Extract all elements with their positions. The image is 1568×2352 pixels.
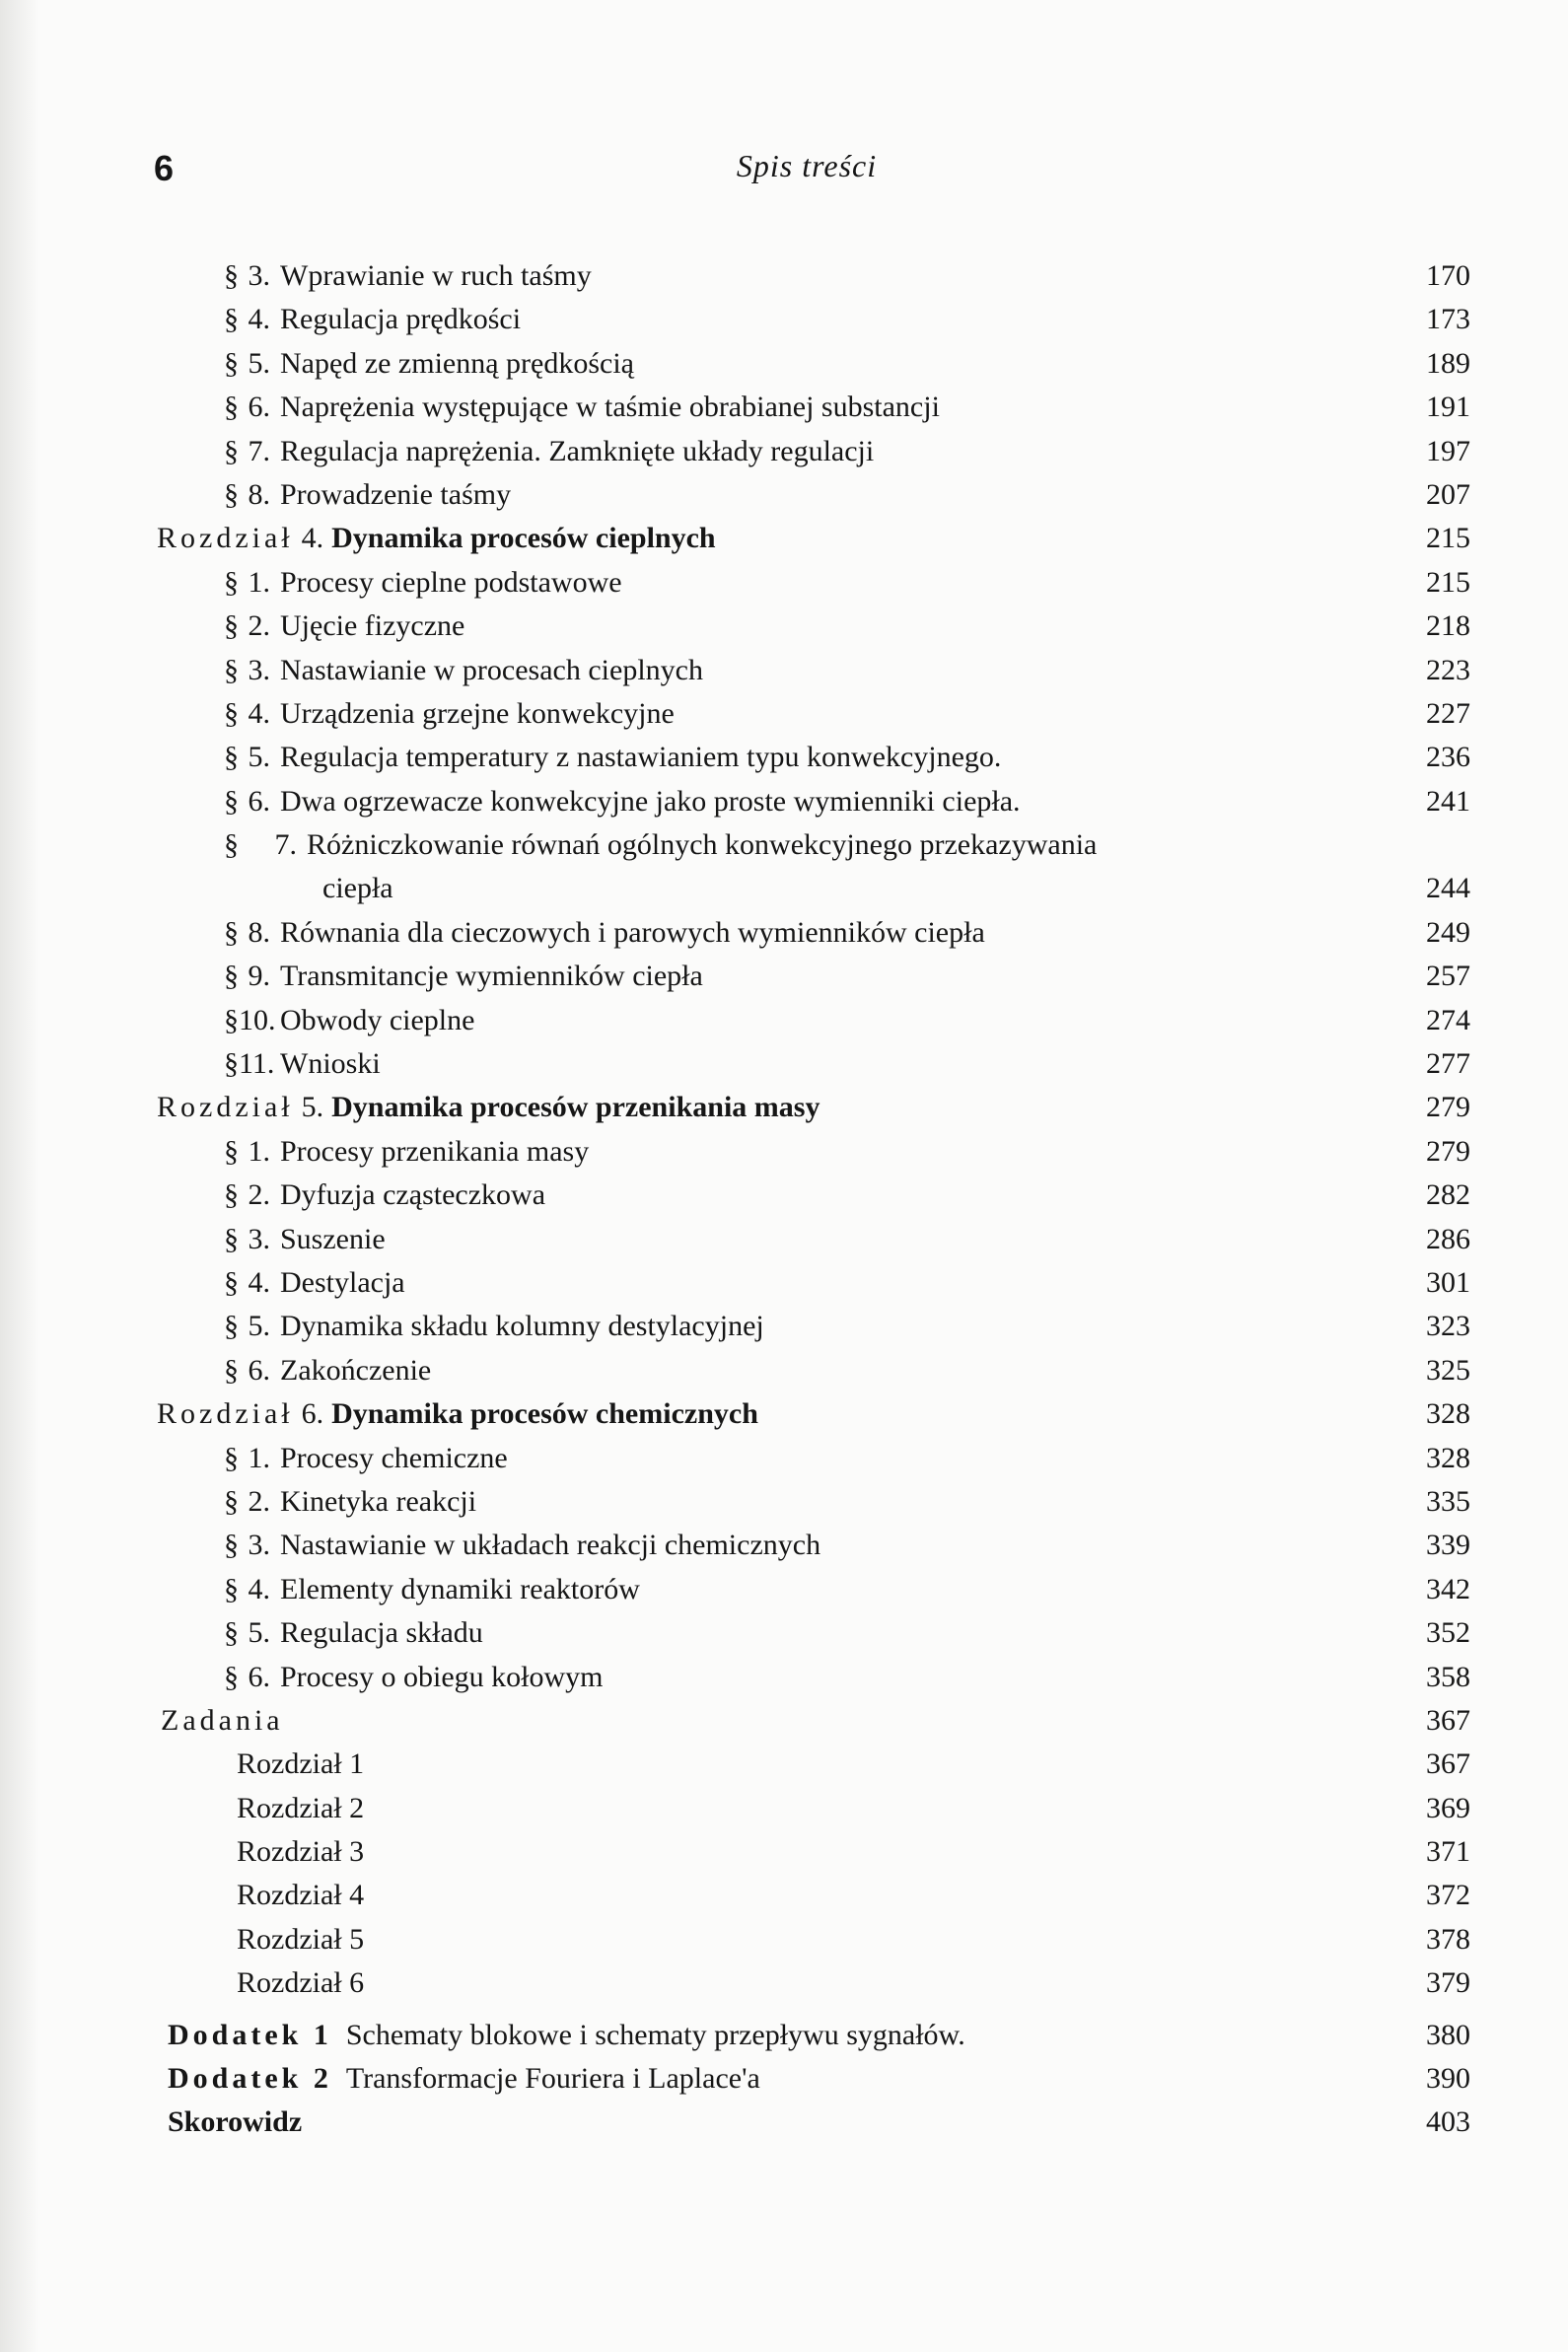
section-sign: § xyxy=(224,1484,239,1518)
section-number: 6. xyxy=(248,1353,270,1387)
section-sign: § xyxy=(224,434,239,467)
toc-entry[interactable] xyxy=(0,342,1568,386)
dot-leader xyxy=(364,1918,370,1961)
entry-title: Różniczkowanie równań ogólnych konwekcyjnego przekazywania xyxy=(307,828,1098,862)
dot-leader xyxy=(603,1656,608,1699)
entry-title: Dwa ogrzewacze konwekcyjne jako proste wymienniki ciepła. xyxy=(280,784,1021,818)
entry-title: Elementy dynamiki reaktorów xyxy=(280,1572,640,1605)
dot-leader xyxy=(634,342,640,386)
toc-entry[interactable] xyxy=(0,1218,1568,1261)
entry-title: Dynamika procesów cieplnych xyxy=(331,522,716,555)
toc-entry[interactable] xyxy=(0,605,1568,648)
dot-leader xyxy=(758,1392,764,1436)
dot-leader xyxy=(381,1042,387,1086)
page-number-ref: 223 xyxy=(1426,653,1470,686)
toc-entry[interactable] xyxy=(0,1305,1568,1348)
dot-leader xyxy=(364,1961,370,2005)
toc-entry[interactable] xyxy=(0,780,1568,823)
toc-entry[interactable] xyxy=(0,2057,1568,2101)
section-sign: § xyxy=(224,1003,239,1036)
entry-title: Procesy chemiczne xyxy=(280,1441,508,1474)
page-number-ref: 236 xyxy=(1426,741,1470,774)
page-number-ref: 379 xyxy=(1426,1966,1470,2000)
section-sign: § xyxy=(224,565,239,599)
entry-title: Równania dla cieczowych i parowych wymienników ciepła xyxy=(280,915,985,949)
chapter-label: Rozdział xyxy=(157,1091,294,1124)
dot-leader xyxy=(545,1174,551,1217)
page-number-ref: 352 xyxy=(1426,1616,1470,1650)
toc-entry[interactable] xyxy=(0,692,1568,736)
section-number: 4. xyxy=(248,1265,270,1299)
section-sign: § xyxy=(224,960,239,993)
section-number: 3. xyxy=(248,1222,270,1255)
entry-title: Napęd ze zmienną prędkością xyxy=(280,346,634,380)
section-number: 11. xyxy=(239,1047,275,1081)
section-sign: § xyxy=(224,1222,239,1255)
entry-title: Dynamika procesów chemicznych xyxy=(331,1397,758,1431)
dot-leader xyxy=(940,386,946,429)
page-number-ref: 286 xyxy=(1426,1222,1470,1255)
page-number-ref: 371 xyxy=(1426,1835,1470,1869)
dot-leader xyxy=(364,1874,370,1917)
dot-leader xyxy=(476,1480,482,1524)
section-number: 10. xyxy=(239,1003,276,1036)
page-number-ref: 325 xyxy=(1426,1353,1470,1387)
page-number-ref: 257 xyxy=(1426,960,1470,993)
page-number-ref: 279 xyxy=(1426,1091,1470,1124)
toc-entry[interactable] xyxy=(0,736,1568,779)
section-number: 9. xyxy=(248,960,270,993)
entry-title: Schematy blokowe i schematy przepływu sygnałów. xyxy=(345,2018,965,2051)
section-number: 1. xyxy=(248,1441,270,1474)
section-sign: § xyxy=(224,609,239,643)
dot-leader xyxy=(985,911,991,955)
page-number-ref: 244 xyxy=(1426,872,1470,905)
dot-leader xyxy=(364,1787,370,1830)
toc-entry[interactable] xyxy=(0,1130,1568,1174)
entry-title: Regulacja prędkości xyxy=(280,303,522,336)
entry-title: Procesy cieplne podstawowe xyxy=(280,565,622,599)
dot-leader xyxy=(431,1349,437,1392)
toc-entry[interactable] xyxy=(0,955,1568,998)
dot-leader xyxy=(703,649,709,692)
chapter-number: 4. xyxy=(301,522,324,555)
entry-title: Rozdział 5 xyxy=(237,1922,365,1956)
dot-leader xyxy=(760,2057,766,2101)
page-number-ref: 323 xyxy=(1426,1310,1470,1343)
page-number-ref: 274 xyxy=(1426,1003,1470,1036)
page-number-ref: 191 xyxy=(1426,391,1470,424)
toc-entry[interactable] xyxy=(0,1261,1568,1305)
page-number-ref: 218 xyxy=(1426,609,1470,643)
dot-leader xyxy=(284,1699,290,1743)
section-sign: § xyxy=(224,1660,239,1693)
dot-leader xyxy=(716,517,722,560)
toc-entry[interactable] xyxy=(0,1874,1568,1917)
page-number-ref: 367 xyxy=(1426,1747,1470,1781)
toc-entry[interactable] xyxy=(0,1480,1568,1524)
entry-title: Regulacja temperatury z nastawianiem typu konwekcyjnego. xyxy=(280,741,1002,774)
page-number-ref: 403 xyxy=(1426,2105,1470,2139)
section-number: 5. xyxy=(248,741,270,774)
entry-title: Urządzenia grzejne konwekcyjne xyxy=(280,696,675,730)
entry-title: Dynamika procesów przenikania masy xyxy=(331,1091,820,1124)
dot-leader xyxy=(464,605,470,648)
dot-leader xyxy=(474,999,480,1042)
section-number: 2. xyxy=(248,1484,270,1518)
entry-title: Dynamika składu kolumny destylacyjnej xyxy=(280,1310,764,1343)
dot-leader xyxy=(302,2101,308,2144)
section-sign: § xyxy=(224,477,239,511)
toc-entry[interactable] xyxy=(0,1568,1568,1611)
page-number-ref: 378 xyxy=(1426,1922,1470,1956)
section-number: 3. xyxy=(248,259,270,292)
section-number: 8. xyxy=(248,477,270,511)
page-number-ref: 215 xyxy=(1426,565,1470,599)
section-number: 4. xyxy=(248,696,270,730)
section-sign: § xyxy=(224,741,239,774)
section-number: 6. xyxy=(248,784,270,818)
toc-entry[interactable] xyxy=(0,1918,1568,1961)
toc-entry-line xyxy=(224,823,1381,867)
appendix-label: Dodatek 2 xyxy=(168,2062,332,2096)
toc-entry[interactable] xyxy=(0,2014,1568,2057)
entry-title: Nastawianie w procesach cieplnych xyxy=(280,653,703,686)
dot-leader xyxy=(483,1611,489,1655)
page-number-ref: 173 xyxy=(1426,303,1470,336)
dot-leader xyxy=(640,1568,646,1611)
entry-title: Transmitancje wymienników ciepła xyxy=(280,960,703,993)
toc-entry[interactable] xyxy=(0,1787,1568,1830)
entry-title: Dyfuzja cząsteczkowa xyxy=(280,1178,546,1212)
section-sign: § xyxy=(224,1178,239,1212)
entry-title: Wprawianie w ruch taśmy xyxy=(280,259,592,292)
section-number: 7. xyxy=(248,434,270,467)
entry-title-continuation: ciepła xyxy=(322,872,393,905)
entry-title: Skorowidz xyxy=(168,2105,303,2139)
chapter-number: 6. xyxy=(301,1397,324,1431)
toc-entry[interactable] xyxy=(0,1174,1568,1217)
section-sign: § xyxy=(224,696,239,730)
dot-leader xyxy=(508,1437,514,1480)
section-number: 1. xyxy=(248,1134,270,1168)
toc-entry[interactable] xyxy=(0,1086,1568,1129)
section-sign: § xyxy=(224,915,239,949)
entry-title: Prowadzenie taśmy xyxy=(280,477,512,511)
dot-leader xyxy=(703,955,709,998)
section-sign: § xyxy=(224,1353,239,1387)
entry-title: Nastawianie w układach reakcji chemicznych xyxy=(280,1529,821,1562)
toc-entry[interactable] xyxy=(0,1349,1568,1392)
dot-leader xyxy=(405,1261,411,1305)
entry-title: Rozdział 4 xyxy=(237,1879,365,1912)
dot-leader xyxy=(364,1743,370,1786)
page-number-ref: 339 xyxy=(1426,1529,1470,1562)
section-sign: § xyxy=(224,784,239,818)
entry-title: Regulacja naprężenia. Zamknięte układy regulacji xyxy=(280,434,875,467)
dot-leader xyxy=(393,867,399,910)
page-number: 6 xyxy=(154,148,175,188)
section-number: 7. xyxy=(274,828,297,862)
section-number: 5. xyxy=(248,1310,270,1343)
section-number: 5. xyxy=(248,1616,270,1650)
chapter-number: 5. xyxy=(301,1091,324,1124)
dot-leader xyxy=(764,1305,770,1348)
section-sign: § xyxy=(224,346,239,380)
chapter-label: Rozdział xyxy=(157,1397,294,1431)
page-number-ref: 189 xyxy=(1426,346,1470,380)
page-number-ref: 390 xyxy=(1426,2062,1470,2096)
entry-title: Rozdział 3 xyxy=(237,1835,365,1869)
entry-title: Transformacje Fouriera i Laplace'a xyxy=(345,2062,760,2096)
toc-entry[interactable] xyxy=(0,1656,1568,1699)
entry-title: Zadania xyxy=(161,1703,284,1737)
dot-leader xyxy=(622,561,628,605)
page-number-ref: 279 xyxy=(1426,1134,1470,1168)
entry-title: Destylacja xyxy=(280,1265,405,1299)
section-number: 6. xyxy=(248,391,270,424)
section-number: 4. xyxy=(248,1572,270,1605)
toc-entry[interactable] xyxy=(0,386,1568,429)
appendix-label: Dodatek 1 xyxy=(168,2018,332,2051)
toc-entry[interactable] xyxy=(0,1524,1568,1567)
entry-title: Regulacja składu xyxy=(280,1616,483,1650)
page-number-ref: 335 xyxy=(1426,1484,1470,1518)
toc-entry[interactable] xyxy=(0,1611,1568,1655)
toc-entry[interactable] xyxy=(0,1437,1568,1480)
section-sign: § xyxy=(224,828,239,862)
section-sign: § xyxy=(224,303,239,336)
section-number: 8. xyxy=(248,915,270,949)
entry-title: Ujęcie fizyczne xyxy=(280,609,465,643)
section-sign: § xyxy=(224,1047,239,1081)
toc-entry[interactable] xyxy=(0,823,1568,867)
entry-title: Rozdział 2 xyxy=(237,1791,365,1824)
page-number-ref: 358 xyxy=(1426,1660,1470,1693)
dot-leader xyxy=(1001,736,1007,779)
entry-title: Rozdział 1 xyxy=(237,1747,365,1781)
toc-entry[interactable] xyxy=(0,430,1568,473)
section-number: 2. xyxy=(248,1178,270,1212)
toc-entry[interactable] xyxy=(0,298,1568,341)
entry-title: Zakończenie xyxy=(280,1353,432,1387)
chapter-label: Rozdział xyxy=(157,522,294,555)
toc-entry[interactable] xyxy=(0,999,1568,1042)
section-number: 3. xyxy=(248,1529,270,1562)
page-number-ref: 227 xyxy=(1426,696,1470,730)
entry-title: Procesy przenikania masy xyxy=(280,1134,590,1168)
section-sign: § xyxy=(224,1134,239,1168)
dot-leader xyxy=(874,430,880,473)
dot-leader xyxy=(965,2014,971,2057)
toc-entry[interactable] xyxy=(0,1042,1568,1086)
toc-entry[interactable] xyxy=(0,649,1568,692)
page-number-ref: 367 xyxy=(1426,1703,1470,1737)
section-sign: § xyxy=(224,1572,239,1605)
dot-leader xyxy=(386,1218,392,1261)
section-number: 4. xyxy=(248,303,270,336)
toc-entry[interactable] xyxy=(0,517,1568,560)
entry-title: Obwody cieplne xyxy=(280,1003,475,1036)
toc-entry[interactable] xyxy=(0,254,1568,298)
entry-title: Rozdział 6 xyxy=(237,1966,365,2000)
page-number-ref: 328 xyxy=(1426,1441,1470,1474)
section-number: 3. xyxy=(248,653,270,686)
entry-title: Wnioski xyxy=(280,1047,381,1081)
page-number-ref: 241 xyxy=(1426,784,1470,818)
section-sign: § xyxy=(224,1529,239,1562)
dot-leader xyxy=(364,1830,370,1874)
toc-entry[interactable] xyxy=(0,2101,1568,2144)
page-number-ref: 207 xyxy=(1426,477,1470,511)
entry-title: Kinetyka reakcji xyxy=(280,1484,477,1518)
section-sign: § xyxy=(224,1441,239,1474)
page-number-ref: 380 xyxy=(1426,2018,1470,2051)
section-number: 5. xyxy=(248,346,270,380)
section-number: 6. xyxy=(248,1660,270,1693)
toc-entry[interactable] xyxy=(0,1743,1568,1786)
section-sign: § xyxy=(224,653,239,686)
dot-leader xyxy=(592,254,598,298)
entry-title: Procesy o obiegu kołowym xyxy=(280,1660,604,1693)
dot-leader xyxy=(521,298,527,341)
toc-entry[interactable] xyxy=(0,1392,1568,1436)
toc-entry[interactable] xyxy=(0,1830,1568,1874)
section-number: 1. xyxy=(248,565,270,599)
toc-entry[interactable] xyxy=(0,911,1568,955)
toc-entry-continuation xyxy=(0,867,1568,910)
dot-leader xyxy=(589,1130,595,1174)
toc-entry[interactable] xyxy=(0,1699,1568,1743)
page-number-ref: 277 xyxy=(1426,1047,1470,1081)
table-of-contents xyxy=(0,254,1568,2145)
page-number-ref: 372 xyxy=(1426,1879,1470,1912)
dot-leader xyxy=(1021,780,1027,823)
entry-title: Suszenie xyxy=(280,1222,386,1255)
section-sign: § xyxy=(224,1616,239,1650)
page-number-ref: 301 xyxy=(1426,1265,1470,1299)
section-sign: § xyxy=(224,391,239,424)
dot-leader xyxy=(820,1086,825,1129)
page-number-ref: 369 xyxy=(1426,1791,1470,1824)
page-number-ref: 342 xyxy=(1426,1572,1470,1605)
section-number: 2. xyxy=(248,609,270,643)
running-title: Spis treści xyxy=(736,148,878,183)
section-sign: § xyxy=(224,1265,239,1299)
dot-leader xyxy=(675,692,680,736)
page-number-ref: 328 xyxy=(1426,1397,1470,1431)
page-number-ref: 215 xyxy=(1426,522,1470,555)
dot-leader xyxy=(511,473,517,517)
toc-entry[interactable] xyxy=(0,561,1568,605)
page-number-ref: 249 xyxy=(1426,915,1470,949)
page-number-ref: 170 xyxy=(1426,259,1470,292)
section-sign: § xyxy=(224,1310,239,1343)
toc-entry[interactable] xyxy=(0,1961,1568,2005)
entry-title: Naprężenia występujące w taśmie obrabianej substancji xyxy=(280,391,940,424)
page-number-ref: 282 xyxy=(1426,1178,1470,1212)
page-number-ref: 197 xyxy=(1426,434,1470,467)
section-sign: § xyxy=(224,259,239,292)
dot-leader xyxy=(820,1524,826,1567)
toc-entry[interactable] xyxy=(0,473,1568,517)
